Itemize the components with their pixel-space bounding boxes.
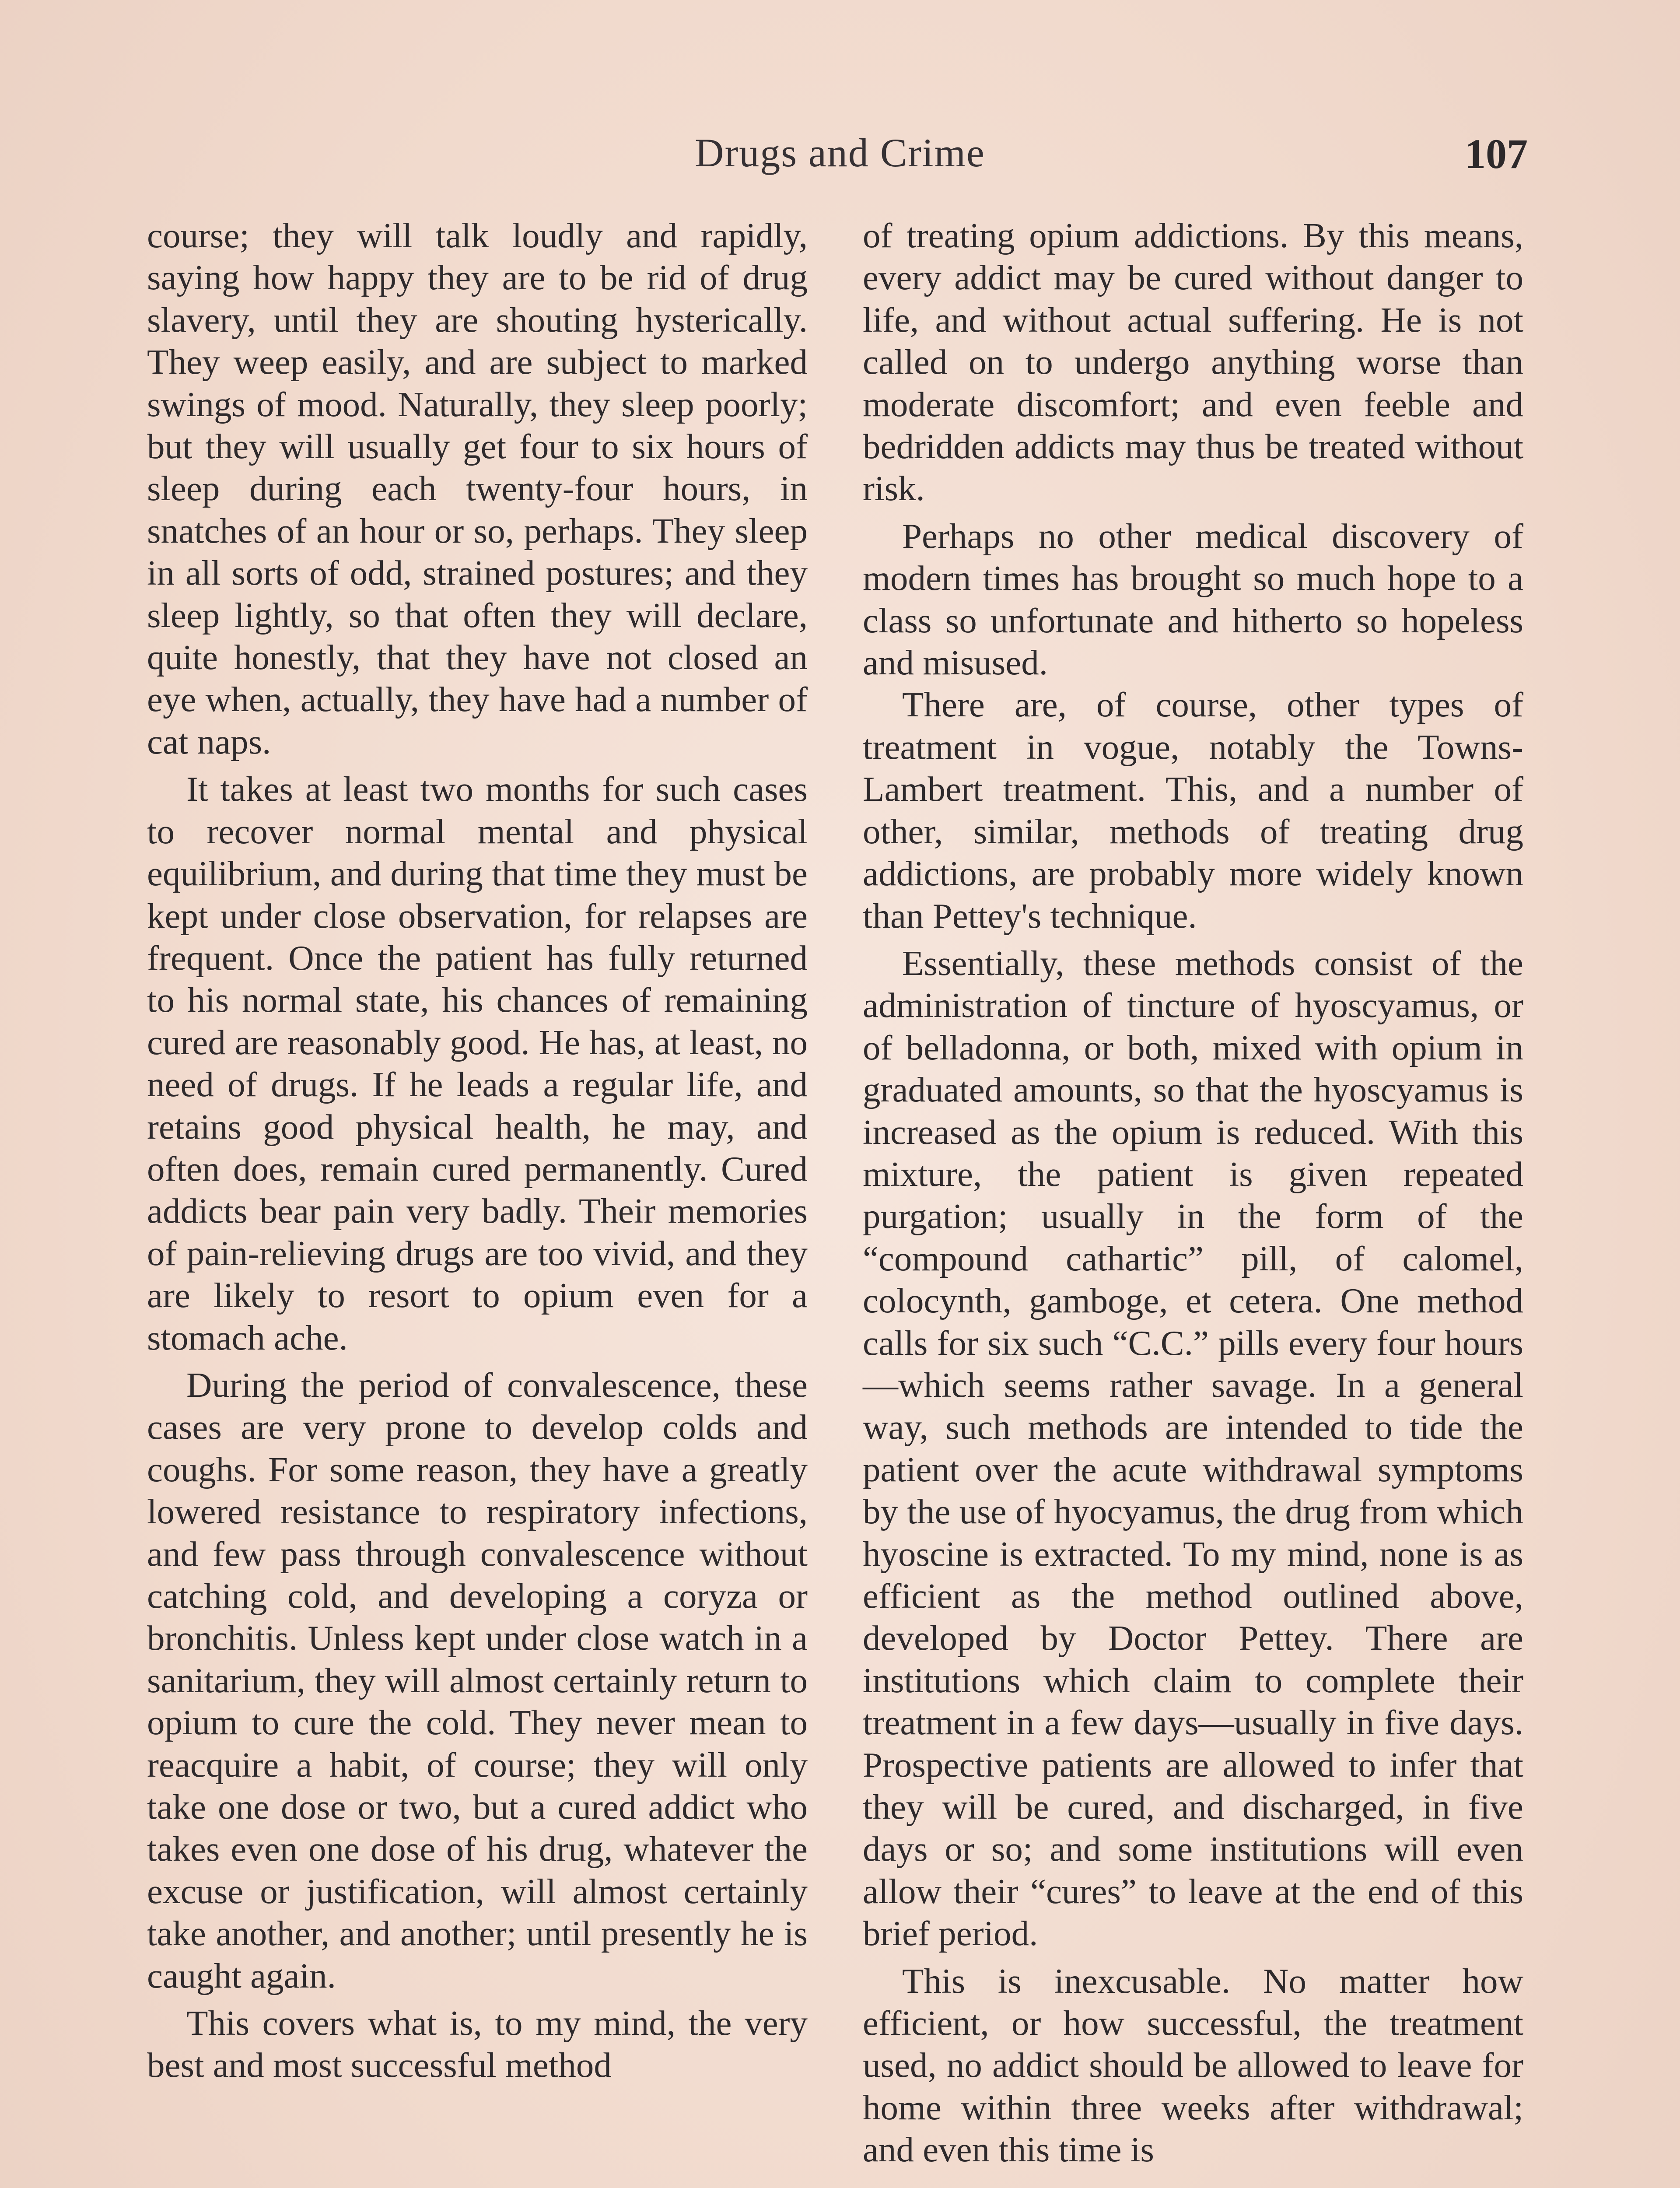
paragraph: Perhaps no other medical discovery of modern times has brought so much hope to a class so unfortunate and hitherto so hopeless and misused. bbox=[863, 516, 1523, 683]
page-header bbox=[0, 130, 1680, 186]
running-title: Drugs and Crime bbox=[695, 130, 985, 175]
paragraph: It takes at least two months for such cases to recover normal mental and physical equilibrium, and during that time they must be kept under close observation, for relapses are frequent. Once the patient has fully returned to his normal state, his chances of remaining cured are reasonably good. He has, at least, no need of drugs. If he leads a regular life, and retains good physical health, he may, and often does, remain cured permanently. Cured addicts bear pain very badly. Their memories of pain-relieving drugs are too vivid, and they are likely to resort to opium even for a stomach ache. bbox=[147, 769, 808, 1357]
paragraph: There are, of course, other types of treatment in vogue, notably the Towns-Lambert treatment. This, and a number of other, similar, methods of treating drug addictions, are probably more widely known than Pettey's technique. bbox=[863, 685, 1523, 936]
paragraph: This is inexcusable. No matter how efficient, or how successful, the treatment used, no addict should be allowed to leave for home within three weeks after withdrawal; and even this time is bbox=[863, 1961, 1523, 2170]
right-column bbox=[863, 214, 1523, 2188]
left-column bbox=[147, 214, 808, 2188]
paragraph: Essentially, these methods consist of the administration of tincture of hyoscyamus, or of belladonna, or both, mixed with opium in graduated amounts, so that the hyoscyamus is increased as the opium is reduced. With this mixture, the patient is given repeated purgation; usually in the form of the “compound cathartic” pill, of calomel, colocynth, gamboge, et cetera. One method calls for six such “C.C.” pills every four hours—which seems rather savage. In a general way, such methods are intended to tide the patient over the acute withdrawal symptoms by the use of hyocyamus, the drug from which hyoscine is extracted. To my mind, none is as efficient as the method outlined above, developed by Doctor Pettey. There are institutions which claim to complete their treatment in a few days—usually in five days. Prospective patients are allowed to infer that they will be cured, and discharged, in five days or so; and some institutions will even allow their “cures” to leave at the end of this brief period. bbox=[863, 943, 1523, 1953]
paragraph: During the period of convalescence, these cases are very prone to develop colds and coughs. For some reason, they have a greatly lowered resistance to respiratory infections, and few pass through convalescence without catching cold, and developing a coryza or bronchitis. Unless kept under close watch in a sanitarium, they will almost certainly return to opium to cure the cold. They never mean to reacquire a habit, of course; they will only take one dose or two, but a cured addict who takes even one dose of his drug, whatever the excuse or justification, will almost certainly take another, and another; until presently he is caught again. bbox=[147, 1365, 808, 1995]
paragraph: course; they will talk loudly and rapidly, saying how happy they are to be rid of drug slavery, until they are shouting hysterically. They weep easily, and are subject to marked swings of mood. Naturally, they sleep poorly; but they will usually get four to six hours of sleep during each twenty-four hours, in snatches of an hour or so, perhaps. They sleep in all sorts of odd, strained postures; and they sleep lightly, so that often they will declare, quite honestly, that they have not closed an eye when, actually, they have had a number of cat naps. bbox=[147, 216, 808, 761]
paragraph: of treating opium addictions. By this means, every addict may be cured without danger to life, and without actual suffering. He is not called on to undergo anything worse than moderate discomfort; and even feeble and bedridden addicts may thus be treated without risk. bbox=[863, 216, 1523, 508]
page-number: 107 bbox=[1465, 130, 1528, 177]
paragraph: This covers what is, to my mind, the very best and most successful method bbox=[147, 2003, 808, 2085]
